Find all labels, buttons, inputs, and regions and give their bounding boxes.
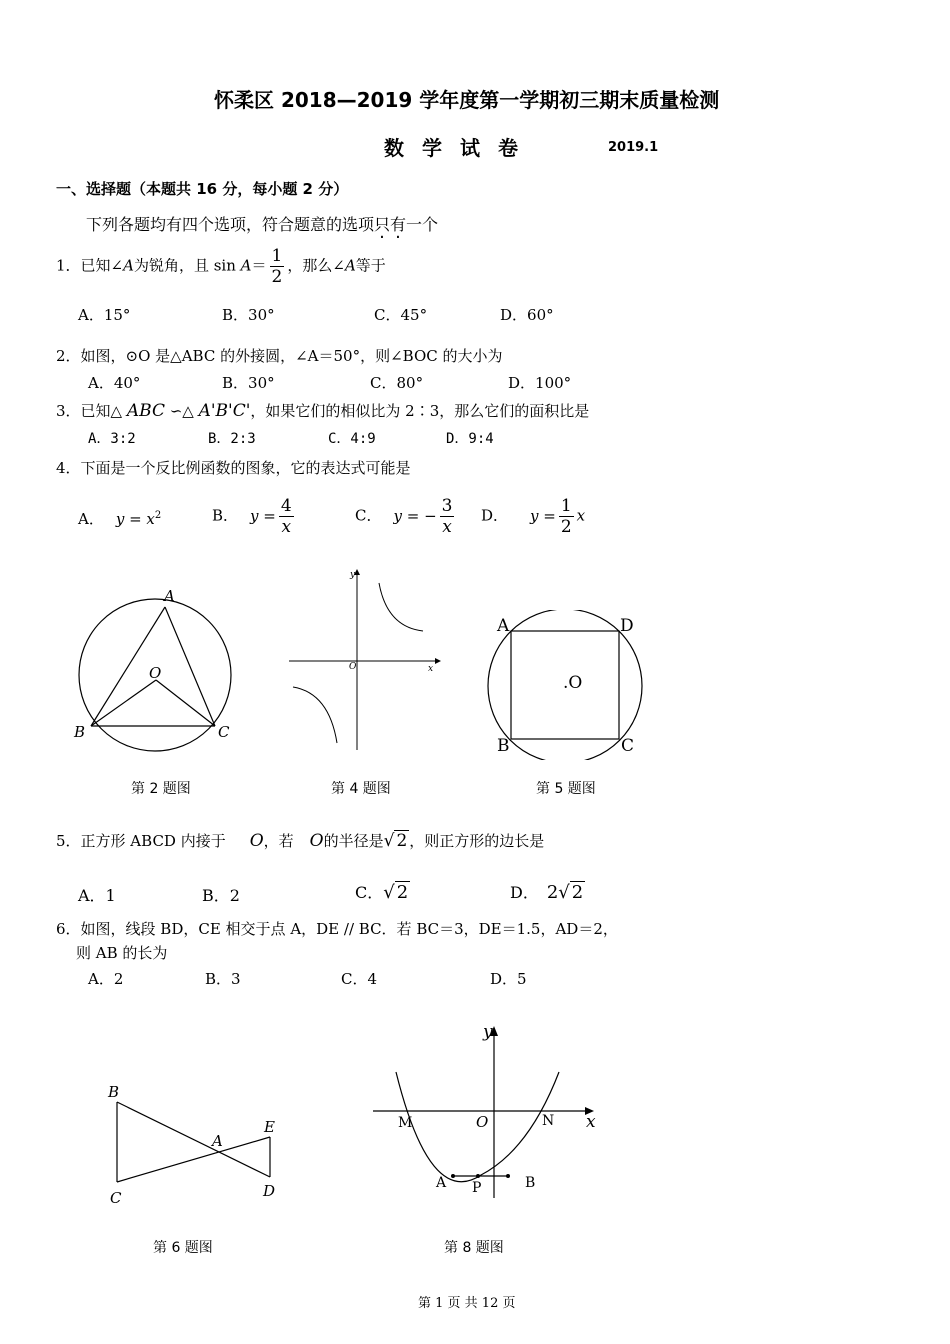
fig6-label-b: B [108,1083,120,1101]
q4-option-a-expr: y = x [115,510,155,528]
page-footer: 第 1 页 共 12 页 [418,1296,516,1311]
fig5-label-c: C [621,736,635,756]
q5-text-end: ，则正方形的边长是 [409,832,545,850]
fig4-curve-q1 [379,583,423,631]
fig8-label-o: O [476,1113,489,1131]
fig6-label-e: E [264,1118,275,1136]
figure-5 [480,610,650,760]
q5-sqrt: √ 2 [383,831,408,851]
q5-option-c-label: C． [355,883,384,902]
instruction-pre: 下列各题均有四个选项，符合题意的选项 [86,215,375,234]
fig8-point-a [451,1174,455,1178]
q1-text-mid: 为锐角，且 sin [133,256,241,275]
q3-text-pre: 3．已知△ [56,402,127,420]
q1-text-pre: 1．已知∠ [56,256,124,275]
fig6-label-d: D [263,1182,276,1200]
fig2-segment-oc [156,680,215,726]
exam-subtitle: 数学试卷 [384,136,536,160]
question-1 [56,246,386,287]
q1-fraction [270,246,285,287]
q4-option-b-lhs: y = [250,506,276,525]
fig4-label-x: x [428,664,434,674]
q4-option-c[interactable] [355,496,457,537]
figure-4 [285,565,445,755]
q1-var-a2: A [240,256,252,275]
q1-equals: ＝ [251,256,267,275]
fig8-label-n: N [542,1113,555,1129]
fig2-caption: 第 2 题图 [131,781,191,797]
q4-option-d-rhs: x [576,506,586,525]
q2-option-a[interactable]: A．40° [88,374,141,392]
q4-option-b[interactable] [212,496,297,537]
fig8-label-x: x [586,1112,596,1132]
q1-text-post: ，那么∠ [287,256,345,275]
q4-option-d-den: 2 [560,517,572,537]
q2-option-c[interactable]: C．80° [370,374,424,392]
q5-text-post: 的半径是 [323,832,384,850]
q4-option-b-fraction [279,496,294,537]
exam-date: 2019.1 [608,140,659,155]
fig2-label-a: A [164,587,175,605]
fig4-label-y: y [350,570,356,580]
fig5-label-b: B [497,736,510,756]
q5-circle-o-2: O [309,831,324,851]
fig5-label-o: .O [563,673,583,693]
q4-option-c-lhs: y = − [393,506,437,525]
question-6-line-2: 则 AB 的长为 [76,944,168,962]
q5-option-d-label: D． [510,883,539,902]
q1-option-d[interactable]: D．60° [500,306,554,324]
q4-option-c-den: x [442,517,452,537]
q1-var-a3: A [344,256,356,275]
q3-option-c[interactable]: C．4:9 [328,431,376,447]
q1-option-c[interactable]: C．45° [374,306,428,324]
fig5-label-a: A [497,616,510,636]
q4-option-b-label: B． [212,506,239,525]
section-heading: 一、选择题（本题共 16 分，每小题 2 分） [56,180,349,198]
q5-text-pre: 5．正方形 ABCD 内接于 [56,832,226,850]
fig2-side-ac [165,607,215,726]
fig6-caption: 第 6 题图 [153,1240,213,1256]
fig6-label-c: C [110,1189,122,1207]
fig4-label-o: O [349,662,357,672]
q2-option-d[interactable]: D．100° [508,374,572,392]
fig2-segment-ob [91,680,156,726]
figure-8 [365,1020,605,1200]
fig4-caption: 第 4 题图 [331,781,391,797]
q5-option-b[interactable]: B．2 [202,886,240,905]
question-4: 4．下面是一个反比例函数的图象，它的表达式可能是 [56,459,411,477]
q3-option-a[interactable]: A．3:2 [88,431,136,447]
fig6-segment-bd [117,1102,270,1177]
fig8-caption: 第 8 题图 [444,1240,504,1256]
q1-text-end: 等于 [355,256,386,275]
q3-similar-sign: ∽△ [164,402,199,420]
fig5-label-d: D [620,616,634,636]
fig8-label-b: B [525,1175,536,1191]
q5-option-d-sqrt: √ 2 [558,882,584,903]
q4-option-d[interactable] [481,496,585,537]
section-instruction [86,212,438,235]
fig8-label-y: y [483,1022,493,1042]
q6-option-a[interactable]: A．2 [88,970,124,988]
question-5 [56,830,544,851]
question-3 [56,400,589,421]
q1-numerator: 1 [271,246,283,266]
q3-text-post: ，如果它们的相似比为 2∶3，那么它们的面积比是 [250,402,590,420]
q5-option-c-radicand: 2 [396,882,409,903]
q4-option-c-fraction [440,496,455,537]
q1-option-a[interactable]: A．15° [78,306,131,324]
q1-var-a: A [123,256,134,275]
question-2: 2．如图，⊙O 是△ABC 的外接圆，∠A＝50°，则∠BOC 的大小为 [56,347,503,365]
q6-option-d[interactable]: D．5 [490,970,527,988]
q6-option-b[interactable]: B．3 [205,970,241,988]
q5-option-d-coefficient: 2 [546,882,559,903]
figure-2 [70,585,240,760]
question-6-line-1: 6．如图，线段 BD，CE 相交于点 A，DE // BC．若 BC＝3，DE＝1.5，AD＝2， [56,920,618,938]
q4-option-a-exponent: 2 [154,510,162,521]
q4-option-d-num: 1 [560,496,572,516]
q3-triangle-2: A'B'C' [198,401,251,421]
fig8-label-p: P [472,1180,482,1196]
q5-option-c[interactable] [355,880,410,903]
q4-option-b-num: 4 [280,496,292,516]
q4-option-c-label: C． [355,506,382,525]
q3-option-d[interactable]: D．9:4 [446,431,494,447]
q5-option-d[interactable] [510,880,585,903]
q4-option-b-den: x [281,517,292,537]
q4-option-a-label: A． [78,510,104,528]
instruction-emphasis-2: 有 [390,215,407,234]
fig4-curve-q3 [293,687,337,743]
instruction-post: 一个 [406,215,439,234]
fig6-label-a: A [212,1132,223,1150]
q5-option-a[interactable]: A．1 [78,886,116,905]
fig8-point-p [476,1174,480,1178]
q5-sqrt-radicand: 2 [396,831,408,851]
q5-circle-o-1: O [249,831,264,851]
q3-option-b[interactable]: B．2:3 [208,431,256,447]
fig8-label-a: A [436,1175,447,1191]
fig4-x-arrow [435,658,441,664]
fig2-label-o: O [149,664,162,682]
q5-option-c-sqrt: √ 2 [383,882,409,903]
q3-triangle-1: ABC [126,401,165,421]
instruction-emphasis-1: 只 [374,215,391,234]
figure-6 [100,1080,290,1210]
exam-title: 怀柔区 2018—2019 学年度第一学期初三期末质量检测 [214,88,720,112]
q4-option-d-fraction [559,496,574,537]
fig5-caption: 第 5 题图 [536,781,596,797]
q1-option-b[interactable]: B．30° [222,306,275,324]
q6-option-c[interactable]: C．4 [341,970,378,988]
q4-option-c-num: 3 [441,496,453,516]
fig8-label-m: M [398,1115,413,1131]
q1-denominator: 2 [271,267,283,287]
fig6-segment-ce [117,1137,270,1182]
q4-option-d-label: D． [481,506,509,525]
q2-option-b[interactable]: B．30° [222,374,275,392]
fig2-label-c: C [218,723,230,741]
q4-option-a[interactable] [78,508,161,529]
fig2-label-b: B [74,723,86,741]
q4-option-d-lhs: y = [530,506,556,525]
fig8-point-b [506,1174,510,1178]
q5-text-mid: ，若 [263,832,294,850]
q5-option-d-radicand: 2 [571,882,584,903]
